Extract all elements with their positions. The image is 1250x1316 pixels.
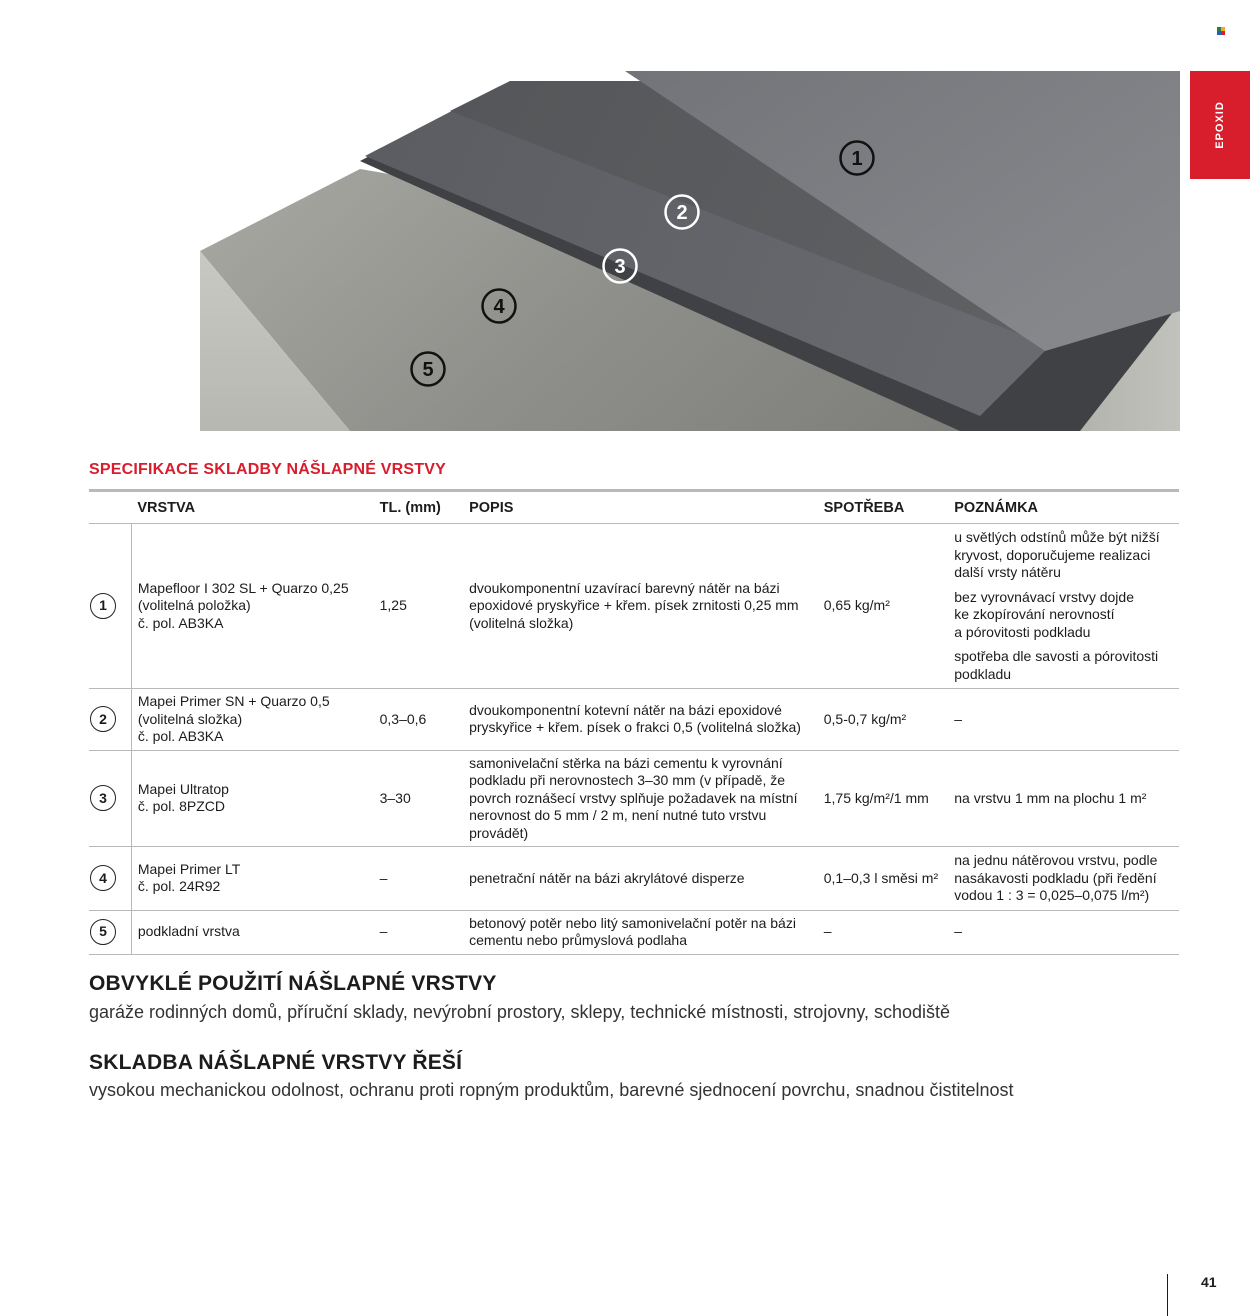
consumption-cell: 0,5-0,7 kg/m² [824, 689, 955, 751]
header-vrstva: VRSTVA [131, 491, 379, 524]
header-num [89, 491, 131, 524]
thickness-cell: 3–30 [380, 750, 469, 847]
note-line: bez vyrovnávací vrstvy dojde [954, 588, 1134, 605]
note-cell [954, 689, 1179, 751]
description-cell-line: dvoukomponentní uzavírací barevný nátěr na bázi [469, 579, 780, 596]
row-number-cell [89, 689, 131, 751]
table-row [89, 524, 1179, 689]
thickness-cell: 0,3–0,6 [380, 689, 469, 751]
page-number: 41 [1201, 1274, 1217, 1290]
spec-section-title: SPECIFIKACE SKLADBY NÁŠLAPNÉ VRSTVY [89, 461, 446, 478]
note-line: a pórovitosti podkladu [954, 623, 1091, 640]
floor-layers-illustration [200, 71, 1180, 431]
row-number-cell [89, 750, 131, 847]
note-item [954, 647, 1179, 684]
brand-logo-icon [1217, 27, 1225, 35]
consumption-cell: – [824, 910, 955, 954]
thickness-cell: 1,25 [380, 524, 469, 689]
consumption-cell: 0,1–0,3 l směsi m² [824, 847, 955, 911]
description-cell-line: podkladu při nerovnostech 3–30 mm (v případě, že [469, 772, 786, 788]
layer-number-badge: 5 [90, 919, 116, 945]
svg-text:2: 2 [676, 202, 688, 224]
note-cell [954, 847, 1179, 911]
solves-title: SKLADBA NÁŠLAPNÉ VRSTVY ŘEŠÍ [89, 1051, 463, 1074]
note-line: vodou 1 : 3 = 0,025–0,075 l/m²) [954, 887, 1150, 903]
vrstva-cell-line: Mapei Primer SN + Quarzo 0,5 [137, 693, 330, 709]
usage-title: OBVYKLÉ POUŽITÍ NÁŠLAPNÉ VRSTVY [89, 972, 497, 995]
vrstva-cell [131, 910, 379, 954]
description-cell [469, 524, 824, 689]
note-item [954, 588, 1179, 643]
description-cell-line: (volitelná složka) [469, 614, 574, 631]
row-number-cell [89, 910, 131, 954]
usage-text: garáže rodinných domů, příruční sklady, nevýrobní prostory, sklepy, technické místnosti, strojovny, schodiště [89, 1002, 951, 1022]
svg-text:1: 1 [851, 148, 863, 170]
vrstva-cell [131, 689, 379, 751]
note-line: spotřeba dle savosti a pórovitosti [954, 648, 1159, 664]
note-cell [954, 524, 1179, 689]
thickness-cell: – [380, 847, 469, 911]
description-cell-line: samonivelační stěrka na bázi cementu k vyrovnání [469, 754, 783, 771]
note-line: nasákavosti podkladu (při ředění [954, 869, 1157, 886]
side-tab-label: EPOXID [1214, 101, 1226, 149]
note-cell [954, 750, 1179, 847]
table-body [89, 524, 1179, 955]
description-cell-line: dvoukomponentní kotevní nátěr na bázi epoxidové [469, 701, 782, 718]
thickness-cell: – [380, 910, 469, 954]
description-cell [469, 910, 824, 954]
vrstva-cell-line: podkladní vrstva [137, 923, 240, 940]
description-cell-line: penetrační nátěr na bázi akrylátové disperze [469, 869, 745, 886]
vrstva-cell-line: č. pol. AB3KA [137, 614, 224, 631]
note-item [954, 851, 1179, 906]
note-line: ke zkopírování nerovností [954, 606, 1115, 622]
note-line: další vrsty nátěru [954, 564, 1061, 580]
page-number-divider [1167, 1274, 1168, 1316]
solves-text: vysokou mechanickou odolnost, ochranu proti ropným produktům, barevné sjednocení povrchu, snadnou čistitelnost [89, 1080, 1014, 1100]
table-row [89, 910, 1179, 954]
note-line: – [954, 923, 963, 940]
note-item [954, 528, 1179, 583]
consumption-cell: 0,65 kg/m² [824, 524, 955, 689]
description-cell-line: nerovnost do 5 mm / 2 m, není nutné tuto vrstvu [469, 807, 767, 823]
description-cell [469, 689, 824, 751]
note-line: na vrstvu 1 mm na plochu 1 m² [954, 789, 1147, 806]
header-tl: TL. (mm) [380, 491, 469, 524]
note-line: na jednu nátěrovou vrstvu, podle [954, 852, 1158, 868]
note-item [954, 789, 1179, 809]
vrstva-cell-line: č. pol. 24R92 [137, 878, 221, 895]
vrstva-cell-line: č. pol. AB3KA [137, 728, 224, 744]
vrstva-cell-line: Mapei Primer LT [137, 860, 241, 877]
description-cell-line: epoxidové pryskyřice + křem. písek zrnitosti 0,25 mm [469, 597, 799, 614]
vrstva-cell-line: (volitelná položka) [137, 597, 251, 614]
svg-text:4: 4 [493, 296, 505, 318]
svg-text:3: 3 [614, 256, 626, 278]
row-number-cell [89, 847, 131, 911]
vrstva-cell [131, 524, 379, 689]
svg-text:5: 5 [422, 359, 434, 381]
note-line: podkladu [954, 665, 1012, 682]
layer-number-badge: 3 [90, 785, 116, 811]
vrstva-cell [131, 750, 379, 847]
note-cell [954, 910, 1179, 954]
vrstva-cell [131, 847, 379, 911]
description-cell-line: pryskyřice + křem. písek o frakci 0,5 (volitelná složka) [469, 719, 801, 736]
note-line: – [954, 710, 963, 727]
description-cell-line: provádět) [469, 824, 529, 841]
header-spotreba: SPOTŘEBA [824, 491, 955, 524]
header-poznamka: POZNÁMKA [954, 491, 1179, 524]
spec-table [89, 489, 1179, 955]
vrstva-cell-line: č. pol. 8PZCD [137, 798, 225, 815]
note-line: u světlých odstínů může být nižší [954, 529, 1160, 545]
vrstva-cell-line: Mapefloor I 302 SL + Quarzo 0,25 [137, 579, 349, 596]
row-number-cell [89, 524, 131, 689]
vrstva-cell-line: Mapei Ultratop [137, 780, 229, 797]
note-item [954, 710, 1179, 730]
table-row [89, 750, 1179, 847]
layer-number-badge: 4 [90, 865, 116, 891]
table-row [89, 689, 1179, 751]
layer-number-badge: 2 [90, 706, 116, 732]
table-header-row [89, 491, 1179, 524]
note-item [954, 922, 1179, 942]
consumption-cell: 1,75 kg/m²/1 mm [824, 750, 955, 847]
header-popis: POPIS [469, 491, 824, 524]
note-line: kryvost, doporučujeme realizaci [954, 546, 1151, 563]
layer-number-badge: 1 [90, 593, 116, 619]
description-cell-line: betonový potěr nebo litý samonivelační potěr na bázi [469, 914, 796, 931]
description-cell-line: povrch roznášecí vrstvy splňuje požadavek na místní [469, 789, 798, 806]
description-cell-line: cementu nebo průmyslová podlaha [469, 932, 687, 948]
description-cell [469, 847, 824, 911]
section-side-tab [1190, 71, 1250, 179]
vrstva-cell-line: (volitelná složka) [137, 710, 243, 727]
description-cell [469, 750, 824, 847]
table-row [89, 847, 1179, 911]
